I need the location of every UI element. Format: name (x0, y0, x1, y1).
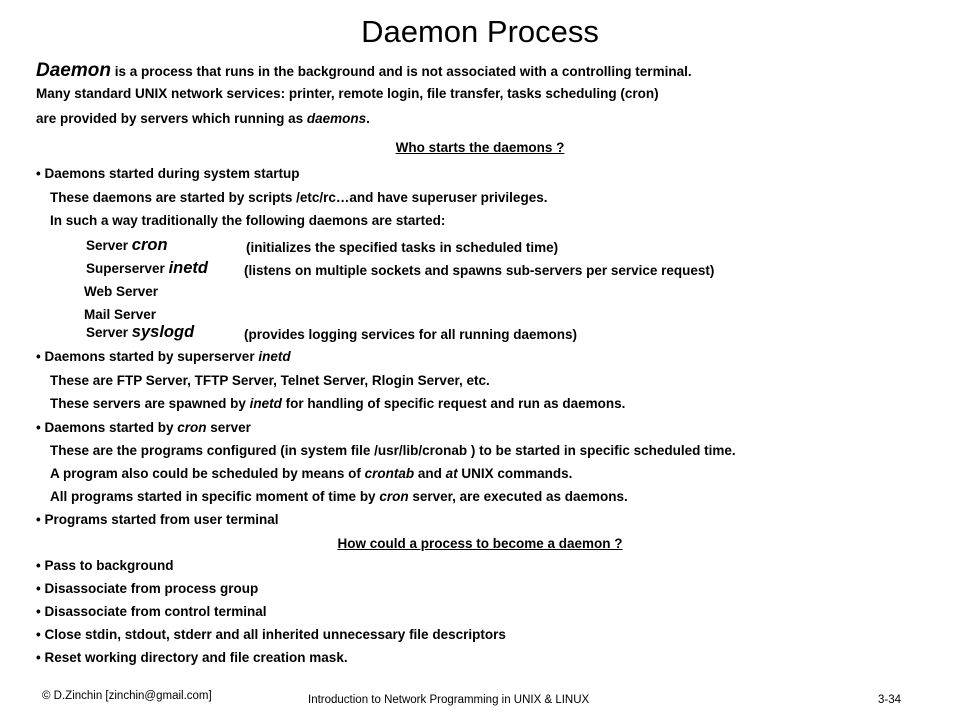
superserver-line-2-end: for handling of specific request and run as daemons. (281, 396, 626, 411)
syslogd-name: syslogd (131, 323, 195, 341)
intro-line-3-italic: daemons (306, 111, 367, 126)
syslogd-prefix: Server (86, 325, 132, 340)
cron-line-2-mid: and (414, 466, 446, 481)
bullet-superserver (36, 349, 291, 364)
daemon-syslogd-label (86, 323, 194, 342)
superserver-bullet-italic: inetd (258, 349, 291, 364)
bullet-system-startup: • Daemons started during system startup (36, 166, 300, 181)
step-item: • Close stdin, stdout, stderr and all inherited unnecessary file descriptors (36, 627, 506, 642)
cron-bullet-start: • Daemons started by (36, 420, 178, 435)
daemon-inetd-desc: (listens on multiple sockets and spawns sub-servers per service request) (244, 263, 715, 278)
cron-line-3-start: All programs started in specific moment of time by (50, 489, 380, 504)
cron-line-2-crontab: crontab (364, 466, 415, 481)
intro-line-3 (36, 111, 370, 126)
cron-bullet-end: server (206, 420, 251, 435)
slide-title: Daemon Process (361, 14, 599, 49)
cron-line-2-at: at (445, 466, 458, 481)
daemon-mail-server: Mail Server (84, 307, 157, 322)
intro-term: Daemon (36, 60, 111, 81)
cron-line-2-start: A program also could be scheduled by means of (50, 466, 365, 481)
bullet-user-terminal: • Programs started from user terminal (36, 512, 279, 527)
step-item: • Pass to background (36, 558, 174, 573)
section-heading-how-become: How could a process to become a daemon ? (337, 536, 623, 551)
daemon-cron-label (86, 236, 168, 255)
intro-line-1 (36, 60, 692, 82)
section-heading-who-starts: Who starts the daemons ? (395, 140, 565, 155)
cron-line-1: These are the programs configured (in system file /usr/lib/cronab ) to be started in specific scheduled time. (50, 443, 736, 458)
step-item: • Disassociate from control terminal (36, 604, 267, 619)
cron-name: cron (131, 236, 168, 254)
startup-line-1: These daemons are started by scripts /etc/rc…and have superuser privileges. (50, 190, 548, 205)
daemon-inetd-label (86, 259, 208, 278)
cron-bullet-italic: cron (177, 420, 207, 435)
superserver-line-2-italic: inetd (249, 396, 282, 411)
daemon-cron-desc: (initializes the specified tasks in scheduled time) (246, 240, 559, 255)
intro-line-3-end: . (366, 111, 370, 126)
cron-line-3-italic: cron (379, 489, 409, 504)
inetd-prefix: Superserver (86, 261, 169, 276)
cron-line-3-end: server, are executed as daemons. (408, 489, 628, 504)
step-item: • Reset working directory and file creation mask. (36, 650, 348, 665)
cron-line-2-end: UNIX commands. (457, 466, 573, 481)
intro-line-2: Many standard UNIX network services: printer, remote login, file transfer, tasks scheduling (cron) (36, 86, 659, 101)
daemon-syslogd-desc: (provides logging services for all running daemons) (244, 327, 578, 342)
cron-line-3 (50, 489, 628, 504)
footer-page-number: 3-34 (878, 694, 902, 706)
daemon-web-server: Web Server (84, 284, 159, 299)
inetd-name: inetd (168, 259, 208, 277)
startup-line-2: In such a way traditionally the following daemons are started: (50, 213, 446, 228)
intro-line-1-rest: is a process that runs in the background and is not associated with a controlling terminal. (110, 64, 692, 79)
intro-line-3-start: are provided by servers which running as (36, 111, 307, 126)
superserver-line-2-start: These servers are spawned by (50, 396, 250, 411)
cron-line-2 (50, 466, 572, 481)
footer-course-title: Introduction to Network Programming in UNIX & LINUX (308, 694, 590, 706)
bullet-cron (36, 420, 251, 435)
superserver-line-1: These are FTP Server, TFTP Server, Telnet Server, Rlogin Server, etc. (50, 373, 490, 388)
footer-author: © D.Zinchin [zinchin@gmail.com] (42, 690, 212, 702)
step-item: • Disassociate from process group (36, 581, 259, 596)
cron-prefix: Server (86, 238, 132, 253)
superserver-line-2 (50, 396, 625, 411)
superserver-bullet-start: • Daemons started by superserver (36, 349, 259, 364)
